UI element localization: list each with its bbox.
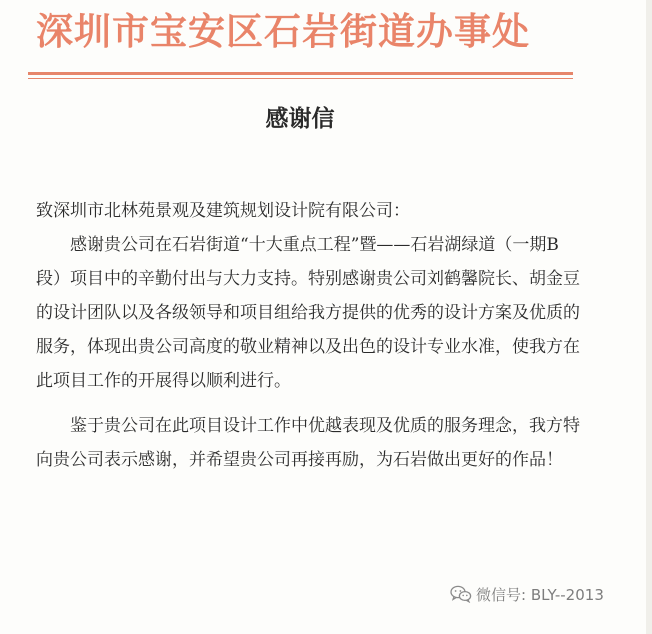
letter-body — [36, 194, 581, 477]
letter-paragraph-1: 感谢贵公司在石岩街道“十大重点工程”暨——石岩湖绿道（一期B段）项目中的辛勤付出与大力支持。特别感谢贵公司刘鹤馨院长、胡金豆的设计团队以及各级领导和项目组给我方提供的优秀的设计方案及优质的服务，体现出贵公司高度的敬业精神以及出色的设计专业水准，使我方在此项目工作的开展得以顺利进行。 — [36, 235, 580, 391]
letter-salutation: 致深圳市北林苑景观及建筑规划设计院有限公司： — [36, 201, 410, 221]
letter-title: 感谢信 — [265, 106, 335, 132]
page-edge-shadow — [646, 0, 652, 634]
letterhead-rule-thick — [28, 72, 573, 75]
wechat-watermark — [450, 582, 604, 606]
letterhead-rule-thin — [28, 78, 573, 79]
wechat-icon — [450, 585, 472, 603]
watermark-text: 微信号: BLY--2013 — [476, 585, 604, 604]
letter-paragraph-2: 鉴于贵公司在此项目设计工作中优越表现及优质的服务理念，我方特向贵公司表示感谢，并希望贵公司再接再励，为石岩做出更好的作品！ — [36, 416, 580, 470]
letterhead-organization: 深圳市宝安区石岩街道办事处 — [36, 9, 530, 53]
